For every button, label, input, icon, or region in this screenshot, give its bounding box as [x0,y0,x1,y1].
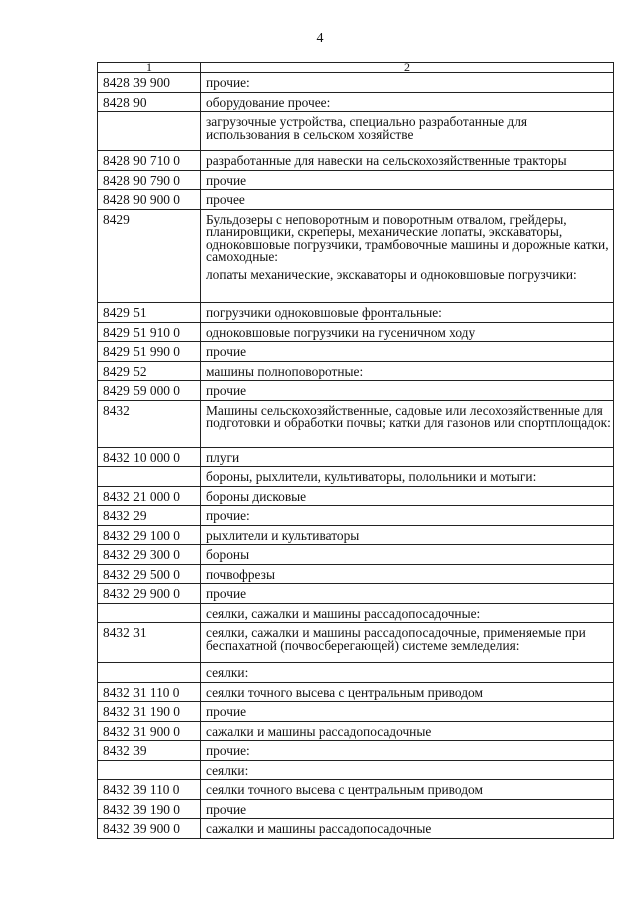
description-cell [201,486,614,506]
table-row [98,92,614,112]
tariff-code-cell [98,209,201,302]
tariff-code-cell [98,819,201,839]
description-text: сажалки и машины рассадопосадочные [206,723,432,739]
description-text: прочие [206,344,247,359]
description-text: прочие: [206,75,250,90]
description-cell [201,741,614,761]
table-row [98,190,614,210]
tariff-code: 8428 90 [103,94,147,110]
description-text: сеялки точного высева с центральным приводом [206,684,483,700]
tariff-code: 8432 [103,402,130,418]
description-cell [201,92,614,112]
tariff-code: 8428 90 790 0 [103,172,180,188]
tariff-code: 8428 90 710 0 [103,153,180,168]
tariff-code: 8429 [103,211,130,227]
description-cell [201,151,614,171]
description-text: сеялки, сажалки и машины рассадопосадочные, применяемые при беспахатной (почвосберегающей) системе земледелия: [206,625,586,653]
description-cell [201,721,614,741]
tariff-code-cell [98,545,201,565]
table-row [98,564,614,584]
table-row [98,342,614,362]
tariff-code: 8432 29 100 0 [103,527,180,543]
table-row [98,467,614,487]
tariff-code: 8432 21 000 0 [103,488,180,504]
description-cell [201,467,614,487]
description-text: прочие [206,383,247,398]
tariff-code-cell [98,302,201,322]
tariff-code: 8432 31 [103,625,147,640]
tariff-code-cell [98,564,201,584]
tariff-code: 8432 29 500 0 [103,566,180,582]
tariff-code: 8432 10 000 0 [103,449,180,465]
tariff-code: 8429 52 [103,363,147,379]
description-cell [201,400,614,447]
tariff-code-cell [98,92,201,112]
page-number: 4 [316,31,324,46]
table-row [98,525,614,545]
description-text: погрузчики одноковшовые фронтальные: [206,304,442,320]
description-cell [201,112,614,151]
description-text: прочие [206,801,247,817]
column-header-2: 2 [201,63,614,73]
tariff-code-cell [98,623,201,663]
description-cell [201,799,614,819]
column-header-1: 1 [98,63,201,73]
description-text: разработанные для навески на сельскохозяйственные тракторы [206,153,567,168]
tariff-code: 8432 31 110 0 [103,684,180,700]
description-text: сеялки: [206,665,249,680]
tariff-code: 8432 29 [103,508,147,523]
tariff-code: 8432 29 900 0 [103,586,180,601]
description-cell [201,780,614,800]
description-cell [201,342,614,362]
table-row [98,663,614,683]
description-cell [201,190,614,210]
tariff-code [103,663,200,669]
tariff-code-cell [98,486,201,506]
tariff-code: 8432 39 110 0 [103,782,180,797]
tariff-code [103,467,200,473]
description-text: сеялки, сажалки и машины рассадопосадочные: [206,605,481,621]
tariff-code: 8432 39 190 0 [103,801,180,817]
tariff-code-cell [98,322,201,342]
table-row [98,702,614,722]
tariff-code-cell [98,73,201,93]
tariff-code-cell [98,780,201,800]
table-row [98,209,614,302]
table-row [98,447,614,467]
tariff-code: 8429 51 910 0 [103,324,180,340]
description-text: Машины сельскохозяйственные, садовые или лесохозяйственные для подготовки и обработки почвы; катки для газонов или спортплощадок: [206,402,611,430]
description-subheading: лопаты механические, экскаваторы и одноковшовые погрузчики: [206,266,577,282]
tariff-code-cell [98,190,201,210]
description-text: прочие [206,704,247,719]
tariff-code-cell [98,361,201,381]
description-text: рыхлители и культиваторы [206,527,360,543]
tariff-code: 8429 59 000 0 [103,383,180,398]
description-cell [201,819,614,839]
description-text: прочие: [206,508,250,523]
tariff-code: 8432 39 900 0 [103,821,180,836]
table-row [98,322,614,342]
description-text: бороны [206,547,250,562]
description-cell [201,682,614,702]
tariff-code-cell [98,741,201,761]
tariff-code: 8432 31 900 0 [103,723,180,739]
description-cell [201,663,614,683]
table-row [98,682,614,702]
table-row [98,584,614,604]
tariff-code-cell [98,381,201,401]
tariff-code-cell [98,170,201,190]
description-cell [201,381,614,401]
tariff-code-cell [98,447,201,467]
description-text: загрузочные устройства, специально разработанные для использования в сельском хозяйстве [206,114,528,142]
tariff-code [103,112,200,118]
table-row [98,741,614,761]
tariff-code: 8429 51 [103,304,147,320]
description-text: прочее [206,192,245,207]
tariff-code: 8432 29 300 0 [103,547,180,562]
tariff-code: 8432 39 [103,743,147,758]
description-cell [201,584,614,604]
description-main: Бульдозеры с неповоротным и поворотным отвалом, грейдеры, планировщики, скреперы, механические лопаты, экскаваторы, одноковшовые погрузчики, трамбовочные машины и дорожные катки, самоходные: [206,211,609,264]
table-row [98,151,614,171]
tariff-code-cell [98,584,201,604]
tariff-code-cell [98,342,201,362]
table-row [98,361,614,381]
description-text: машины полноповоротные: [206,363,364,379]
tariff-code: 8432 31 190 0 [103,704,180,719]
tariff-code-cell [98,663,201,683]
table-row [98,112,614,151]
description-text: почвофрезы [206,566,275,582]
table-row [98,400,614,447]
table-row [98,506,614,526]
description-cell [201,623,614,663]
description-text [206,210,613,284]
table-row [98,381,614,401]
description-cell [201,525,614,545]
tariff-code-cell [98,760,201,780]
tariff-code: 8428 39 900 [103,75,170,90]
tariff-code-cell [98,467,201,487]
table-row [98,73,614,93]
table-row [98,721,614,741]
description-text: прочие [206,172,247,188]
description-text: сажалки и машины рассадопосадочные [206,821,432,836]
description-text: прочие [206,586,247,601]
description-text: бороны, рыхлители, культиваторы, полольники и мотыги: [206,469,537,484]
tariff-code-table [97,62,614,839]
description-text: сеялки: [206,762,249,778]
description-cell [201,702,614,722]
tariff-code-cell [98,506,201,526]
description-text: плуги [206,449,240,465]
description-cell [201,760,614,780]
tariff-code-cell [98,525,201,545]
tariff-code-cell [98,682,201,702]
description-text: оборудование прочее: [206,94,331,110]
description-cell [201,506,614,526]
description-cell [201,322,614,342]
description-cell [201,361,614,381]
table-row [98,780,614,800]
tariff-code-cell [98,112,201,151]
description-cell [201,564,614,584]
description-cell [201,170,614,190]
description-text: одноковшовые погрузчики на гусеничном ходу [206,324,476,340]
tariff-code-cell [98,721,201,741]
table-row [98,819,614,839]
description-text: бороны дисковые [206,488,307,504]
table-row [98,603,614,623]
description-cell [201,545,614,565]
tariff-code: 8428 90 900 0 [103,192,180,207]
description-text: прочие: [206,743,250,758]
table-header-row [98,63,614,73]
tariff-code-cell [98,400,201,447]
description-cell [201,302,614,322]
description-cell [201,73,614,93]
table-row [98,170,614,190]
tariff-code-cell [98,702,201,722]
table-row [98,302,614,322]
tariff-code [103,761,200,767]
tariff-code: 8429 51 990 0 [103,344,180,359]
tariff-code-cell [98,151,201,171]
tariff-code [103,604,200,610]
description-text: сеялки точного высева с центральным приводом [206,782,483,797]
description-cell [201,447,614,467]
table-row [98,623,614,663]
tariff-code-cell [98,799,201,819]
description-cell [201,209,614,302]
table-row [98,545,614,565]
table-row [98,799,614,819]
table-row [98,760,614,780]
tariff-code-cell [98,603,201,623]
description-cell [201,603,614,623]
table-row [98,486,614,506]
